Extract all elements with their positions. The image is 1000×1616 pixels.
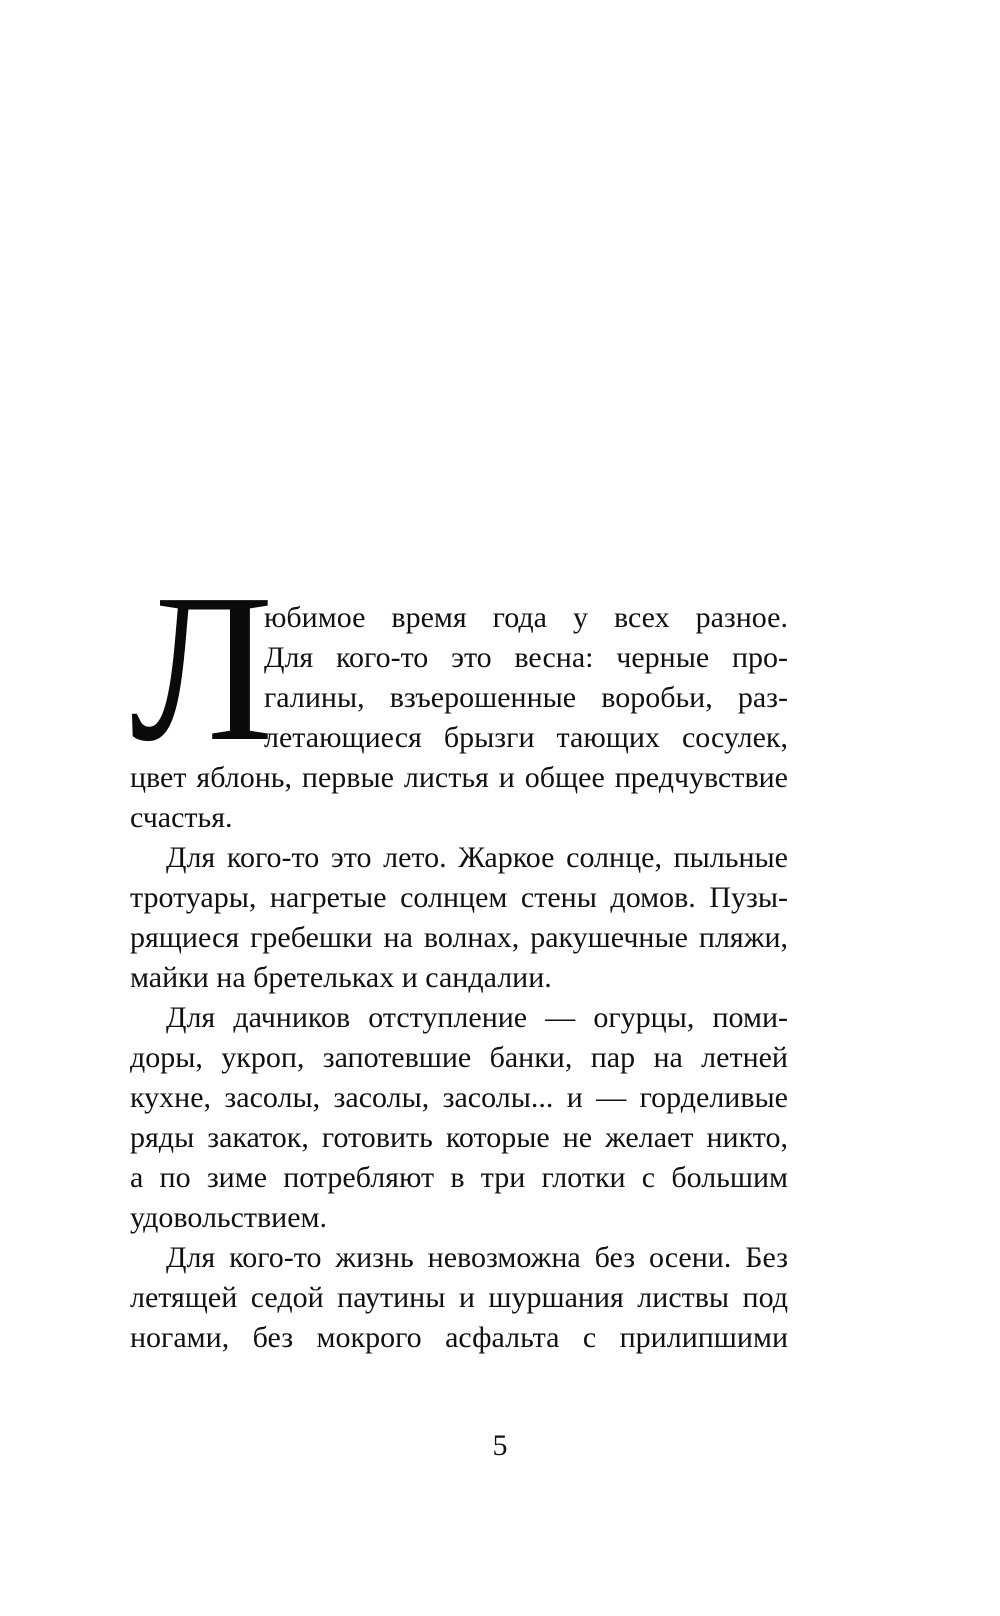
text-line: счастья.: [130, 801, 233, 834]
text-line: юбимое время года у всех разное.: [264, 601, 788, 634]
text-line: цвет яблонь, первые листья и общее предчувствие: [130, 761, 788, 794]
text-line: ногами, без мокрого асфальта с прилипшими: [130, 1321, 788, 1354]
text-line: кухне, засолы, засолы, засолы... и — горделивые: [130, 1081, 788, 1114]
text-line: а по зиме потребляют в три глотки с большим: [130, 1161, 788, 1194]
text-line: майки на бретельках и сандалии.: [130, 961, 552, 994]
page-number: 5: [492, 1429, 508, 1462]
text-line: летящей седой паутины и шуршания листвы под: [130, 1281, 788, 1314]
text-line: рящиеся гребешки на волнах, ракушечные пляжи,: [130, 921, 788, 954]
text-line: Для дачников отступление — огурцы, поми-: [166, 1001, 788, 1034]
text-line: тротуары, нагретые солнцем стены домов. Пузы-: [130, 881, 788, 914]
text-line: Для кого-то это лето. Жаркое солнце, пыльные: [166, 841, 788, 874]
text-line: доры, укроп, запотевшие банки, пар на летней: [130, 1041, 788, 1074]
text-line: Для кого-то это весна: черные про-: [264, 641, 788, 674]
text-line: Для кого-то жизнь невозможна без осени. Без: [166, 1241, 788, 1274]
text-line: удовольствием.: [130, 1201, 328, 1234]
text-line: летающиеся брызги тающих сосулек,: [264, 721, 788, 754]
drop-cap-letter: Л: [130, 550, 274, 785]
text-line: галины, взъерошенные воробьи, раз-: [264, 681, 788, 714]
text-line: ряды закаток, готовить которые не желает никто,: [130, 1121, 788, 1154]
